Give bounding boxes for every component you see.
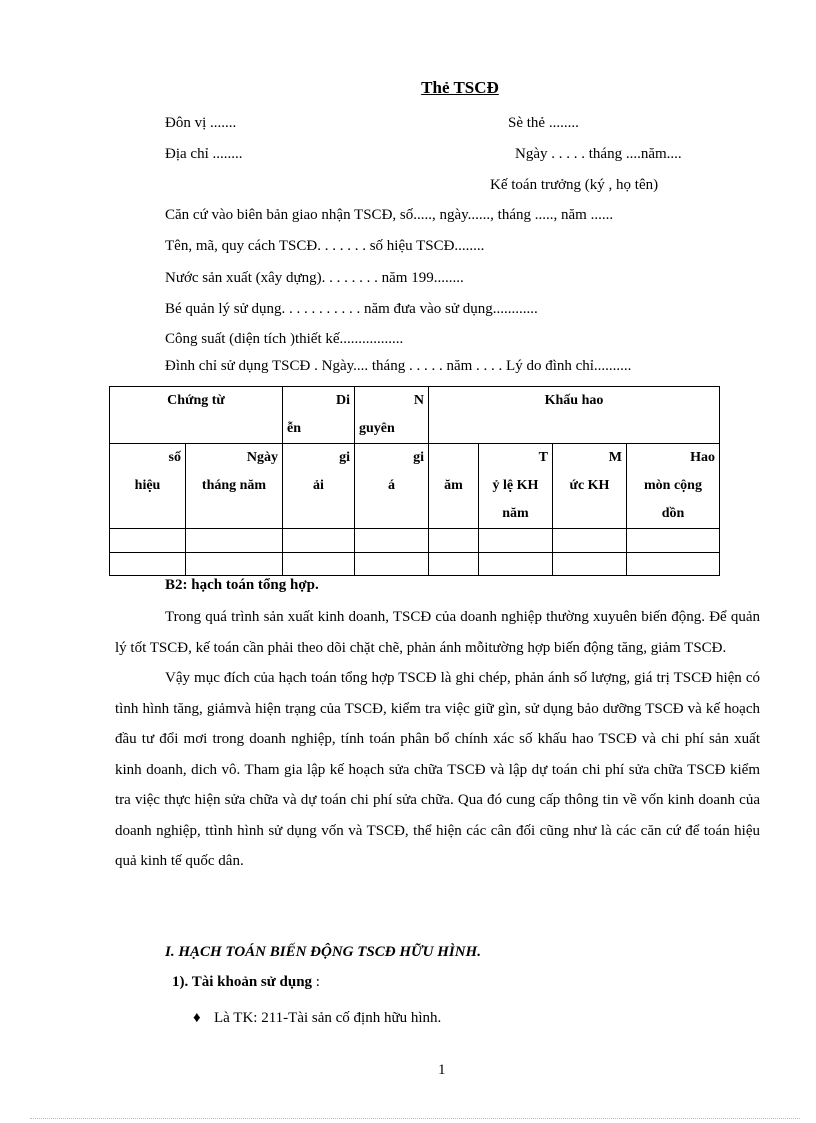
header-nam: ăm (429, 444, 479, 529)
page-bottom-rule (30, 1118, 800, 1119)
header-nguyen-gia: N guyên (355, 387, 429, 444)
header-so-hieu: số hiệu (110, 444, 186, 529)
field-bo-quan-ly: Bé quản lý sử dụng. . . . . . . . . . . năm đưa vào sử dụng............ (165, 301, 538, 317)
field-dinh-chi: Đình chỉ sử dụng TSCĐ . Ngày.... tháng . . . . . năm . . . . Lý do đình chỉ.......... (165, 358, 632, 374)
field-can-cu: Căn cứ vào biên bản giao nhận TSCĐ, số....., ngày......, tháng ....., năm ...... (165, 207, 614, 223)
section-b2-heading: B2: hạch toán tổng hợp. (165, 577, 319, 593)
bullet-icon: ♦ (193, 1010, 201, 1026)
header-ngay-thang-nam: Ngày tháng năm (186, 444, 283, 529)
body-text (115, 602, 760, 877)
header-dien-giai: Di ễn (283, 387, 355, 444)
header-dien-giai-2: gi ải (283, 444, 355, 529)
header-muc-kh: M ức KH (553, 444, 627, 529)
header-khau-hao: Khấu hao (429, 387, 720, 444)
header-hao-mon: Hao mòn cộng dồn (627, 444, 720, 529)
field-cong-suat: Công suất (diện tích )thiết kế................. (165, 331, 404, 347)
so-the: Sè thẻ ........ (508, 115, 579, 131)
ke-toan-truong: Kế toán trưởng (ký , họ tên) (490, 177, 659, 193)
header-chung-tu: Chứng từ (110, 387, 283, 444)
table-row (110, 529, 720, 553)
subsection-tai-khoan: 1). Tài khoản sử dụng : (172, 974, 320, 990)
table-row (110, 553, 720, 576)
page-title: Thẻ TSCĐ (421, 78, 499, 97)
page-number: 1 (438, 1062, 446, 1078)
paragraph-1: Trong quá trình sản xuất kinh doanh, TSCĐ của doanh nghiệp thường xuyuên biến động. Để quản lý tốt TSCĐ, kế toán cần phải theo dõi chặt chẽ, phản ánh mỗitường hợp biến động tăng, giảm TSCĐ. (115, 609, 760, 656)
don-vi: Đôn vị ....... (165, 115, 237, 131)
ngay-thang: Ngày . . . . . tháng ....năm.... (515, 146, 682, 162)
field-ten-ma: Tên, mã, quy cách TSCĐ. . . . . . . số hiệu TSCĐ........ (165, 238, 485, 254)
bullet-item-tk-211: Là TK: 211-Tài sản cố định hữu hình. (214, 1010, 442, 1026)
paragraph-2: Vậy mục đích của hạch toán tổng hợp TSCĐ là ghi chép, phản ánh số lượng, giá trị TSCĐ hiện có tình hình tăng, giảmvà hiện trạng của TSCĐ, kiểm tra việc giữ gìn, sử dụng bảo dưỡng TSCĐ và kế hoạch đầu tư đổi mơi trong doanh nghiệp, tính toán phân bổ chính xác số khấu hao TSCĐ và chi phí sản xuất kinh doanh, dich vô. Tham gia lập kế hoạch sửa chữa TSCĐ và lập dự toán chi phí sửa chữa TSCĐ kiểm tra việc thực hiện sửa chữa và dự toán chi phí sửa chữa. Qua đó cung cấp thông tin về vốn kinh doanh của doanh nghiệp, ttình hình sử dụng vốn và TSCĐ, thể hiện các cân đối cũng như là các căn cứ để toán hiệu quả kinh tế quốc dân. (115, 670, 760, 869)
tscd-card-table (109, 386, 720, 576)
field-nuoc-san-xuat: Nước sản xuất (xây dựng). . . . . . . . năm 199........ (165, 270, 464, 286)
section-i-heading: I. HẠCH TOÁN BIẾN ĐỘNG TSCĐ HỮU HÌNH. (165, 944, 481, 960)
dia-chi: Địa chỉ ........ (165, 146, 243, 162)
header-ty-le-kh: T ỷ lệ KH năm (479, 444, 553, 529)
header-nguyen-gia-2: gi á (355, 444, 429, 529)
